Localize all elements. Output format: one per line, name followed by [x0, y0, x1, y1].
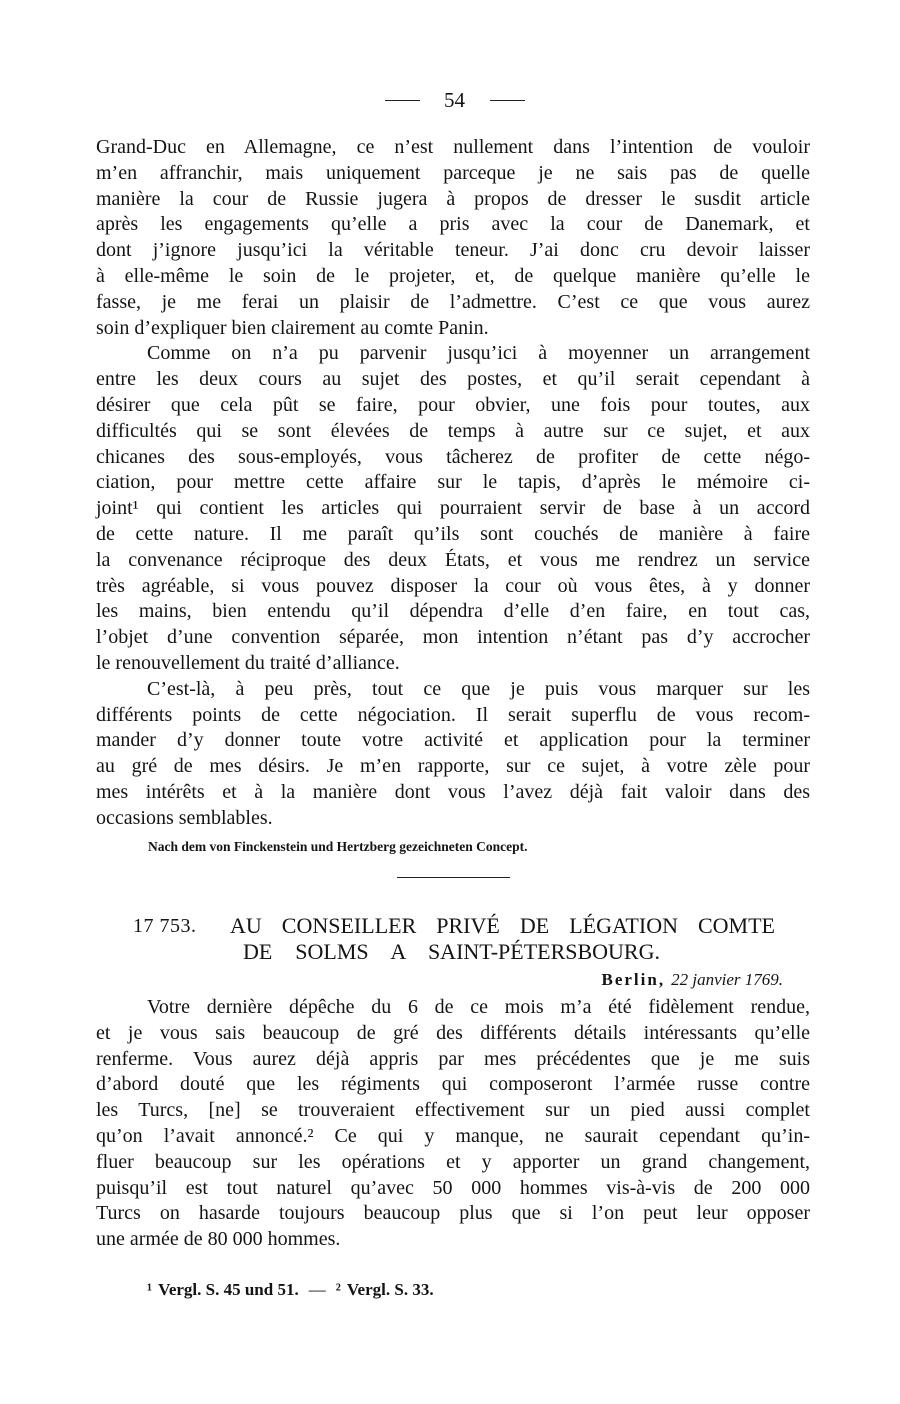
text-line: renferme. Vous aurez déjà appris par mes précédentes que je me suis [96, 1047, 810, 1070]
dateline-place: Berlin, [601, 970, 666, 989]
page-number: 54 [444, 88, 465, 112]
paragraph [96, 341, 810, 676]
paragraph [96, 135, 810, 341]
text-line: soin d’expliquer bien clairement au comte Panin. [96, 316, 489, 339]
dateline [602, 969, 784, 991]
section-divider [397, 877, 510, 878]
letter-heading-line: DE SOLMS A SAINT-PÉTERSBOURG. [243, 939, 660, 964]
text-line: joint¹ qui contient les articles qui pourraient servir de base à un accord [96, 497, 810, 520]
text-line: et je vous sais beaucoup de gré des différents détails intéressants qu’elle [96, 1021, 810, 1044]
text-line: fluer beaucoup sur les opérations et y apporter un grand changement, [96, 1150, 810, 1173]
text-line: au gré de mes désirs. Je m’en rapporte, sur ce sujet, à votre zèle pour [96, 755, 810, 778]
dateline-date: 22 janvier 1769. [671, 970, 783, 989]
text-line: une armée de 80 000 hommes. [96, 1228, 341, 1251]
footnote-mark: ² [335, 1280, 341, 1299]
text-line: différents points de cette négociation. Il serait superflu de vous recom- [96, 703, 810, 726]
text-line: dont j’ignore jusqu’ici la véritable teneur. J’ai donc cru devoir laisser [96, 239, 810, 262]
text-line: les Turcs, [ne] se trouveraient effectivement sur un pied aussi complet [96, 1099, 810, 1122]
text-line: après les engagements qu’elle a pris avec la cour de Danemark, et [96, 213, 810, 236]
paragraph [96, 677, 810, 832]
text-line: difficultés qui se sont élevées de temps à autre sur ce sujet, et aux [96, 419, 810, 442]
footnote-separator: — [308, 1280, 326, 1299]
letter-body [96, 995, 810, 1253]
text-line: Comme on n’a pu parvenir jusqu’ici à moyenner un arrangement [147, 342, 810, 365]
text-line: les mains, bien entendu qu’il dépendra d’elle d’en faire, en tout cas, [96, 600, 810, 623]
text-line: qu’on l’avait annoncé.² Ce qui y manque, ne saurait cependant qu’in- [96, 1124, 810, 1147]
footnote-mark: ¹ [147, 1280, 153, 1299]
footnotes [147, 1278, 434, 1302]
page-number-dash-right [490, 100, 525, 101]
text-line: Votre dernière dépêche du 6 de ce mois m’a été fidèlement rendue, [147, 996, 810, 1018]
text-line: d’abord douté que les régiments qui composeront l’armée russe contre [96, 1073, 810, 1096]
text-line: mander d’y donner toute votre activité et application pour la terminer [96, 729, 810, 752]
text-line: de cette nature. Il me paraît qu’ils sont couchés de manière à faire [96, 522, 810, 545]
text-line: m’en affranchir, mais uniquement parceque je ne sais pas de quelle [96, 161, 810, 184]
text-line: ciation, pour mettre cette affaire sur le tapis, d’après le mémoire ci- [96, 471, 810, 494]
text-line: manière la cour de Russie jugera à propos de dresser le susdit article [96, 187, 810, 210]
text-line: Grand-Duc en Allemagne, ce n’est nullement dans l’intention de vouloir [96, 136, 810, 158]
letter-number: 17 753. [133, 915, 197, 937]
source-note: Nach dem von Finckenstein und Hertzberg gezeichneten Concept. [148, 839, 528, 854]
text-line: chicanes des sous-employés, vous tâcherez de profiter de cette négo- [96, 445, 810, 468]
text-line: entre les deux cours au sujet des postes, et qu’il serait cependant à [96, 368, 810, 391]
text-line: le renouvellement du traité d’alliance. [96, 651, 400, 674]
text-line: C’est-là, à peu près, tout ce que je puis vous marquer sur les [147, 677, 810, 700]
text-line: désirer que cela pût se faire, pour obvier, une fois pour toutes, aux [96, 393, 810, 416]
body-text [96, 135, 810, 832]
text-line: Turcs on hasarde toujours beaucoup plus que si l’on peut leur opposer [96, 1202, 810, 1225]
text-line: fasse, je me ferai un plaisir de l’admettre. C’est ce que vous aurez [96, 290, 810, 313]
footnote-text: Vergl. S. 45 und 51. [158, 1280, 299, 1299]
text-line: à elle-même le soin de le projeter, et, de quelque manière qu’elle le [96, 264, 810, 287]
text-line: puisqu’il est tout naturel qu’avec 50 000 hommes vis-à-vis de 200 000 [96, 1176, 810, 1199]
text-line: la convenance réciproque des deux États, et vous me rendrez un service [96, 548, 810, 571]
letter-heading-line: AU CONSEILLER PRIVÉ DE LÉGATION COMTE [230, 913, 775, 938]
text-line: l’objet d’une convention séparée, mon intention n’étant pas d’y accrocher [96, 626, 810, 649]
footnote-text: Vergl. S. 33. [346, 1280, 434, 1299]
text-line: occasions semblables. [96, 806, 273, 829]
page-number-dash-left [385, 100, 420, 101]
paragraph [96, 995, 810, 1253]
text-line: très agréable, si vous pouvez disposer la cour où vous êtes, à y donner [96, 574, 810, 597]
text-line: mes intérêts et à la manière dont vous l’avez déjà fait valoir dans des [96, 780, 810, 803]
